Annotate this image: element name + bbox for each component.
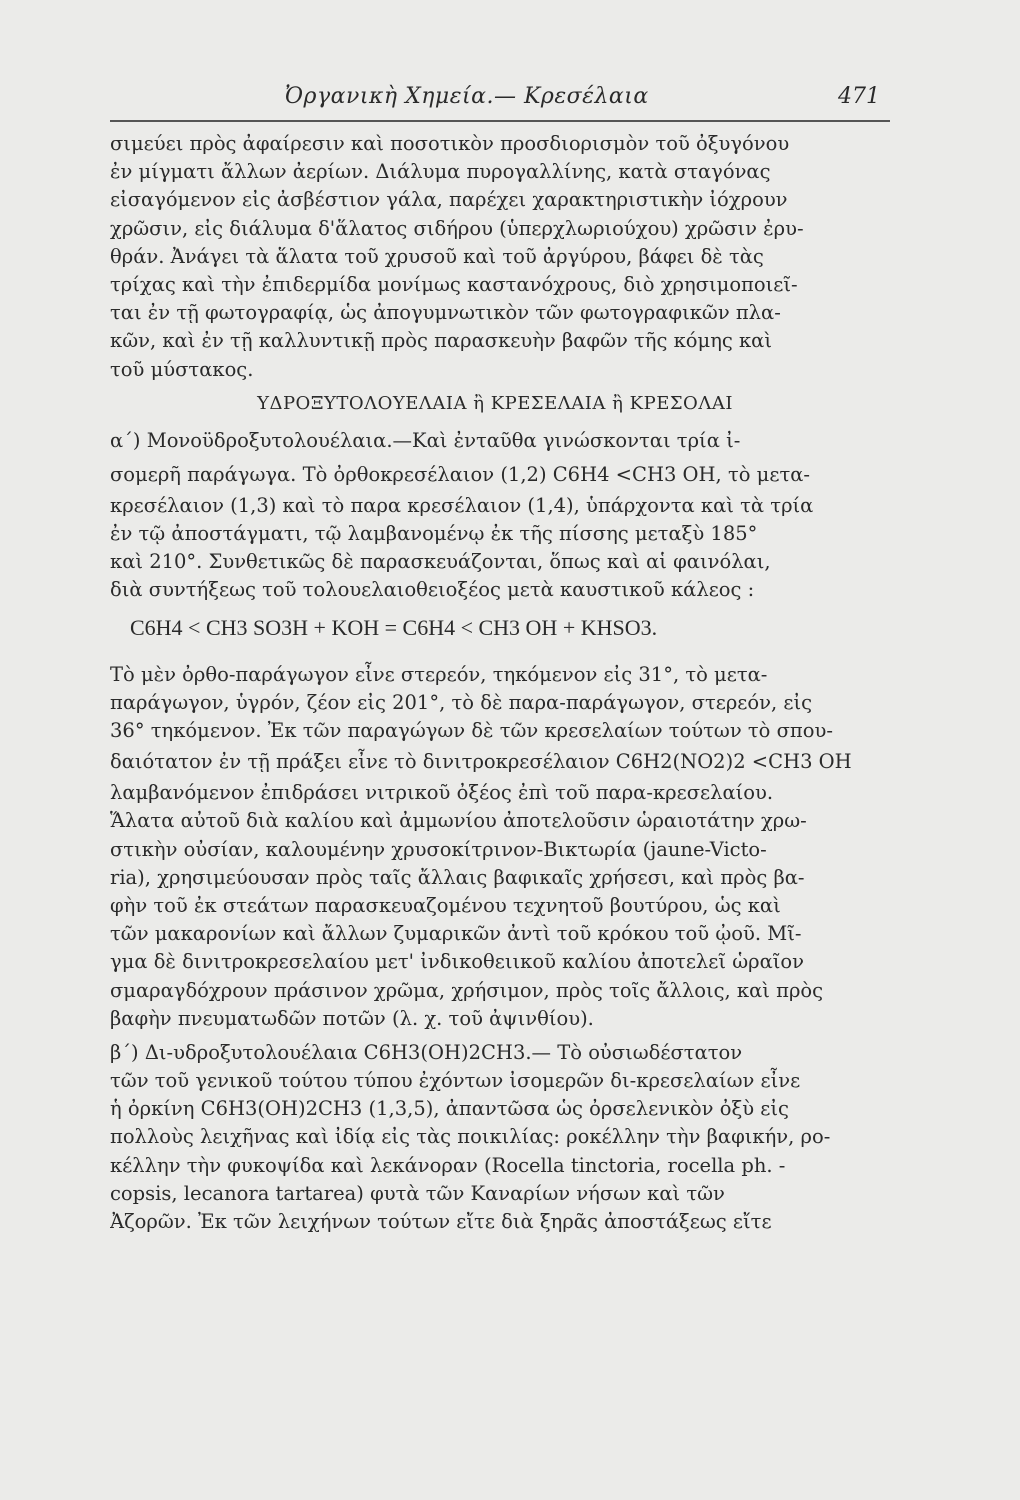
text-line: ἐν τῷ ἀποστάγματι, τῷ λαμβανομένῳ ἐκ τῆς πίσσης μεταξὺ 185°	[110, 522, 758, 546]
equation-text: C6H4 < CH3 SO3H + KOH = C6H4 < CH3 OH + KHSO3.	[130, 614, 658, 640]
text-line: σμαραγδόχρουν πράσινον χρῶμα, χρήσιμον, πρὸς τοῖς ἄλλοις, καὶ πρὸς	[110, 978, 824, 1002]
text-line: στικὴν οὐσίαν, καλουμένην χρυσοκίτρινον-Βικτωρία (jaune-Victo-	[110, 837, 767, 861]
text-line: πολλοὺς λειχῆνας καὶ ἰδίᾳ εἰς τὰς ποικιλίας: ροκέλλην τὴν βαφικήν, ρο-	[110, 1125, 831, 1149]
text-line: δαιότατον ἐν τῇ πράξει εἶνε τὸ δινιτροκρεσέλαιον C6H2(NO2)2 <CH3 OH	[110, 750, 852, 774]
text-line: θράν. Ἀνάγει τὰ ἅλατα τοῦ χρυσοῦ καὶ τοῦ ἀργύρου, βάφει δὲ τὰς	[110, 244, 764, 268]
text-line: ἡ ὀρκίνη C6H3(OH)2CH3 (1,3,5), ἀπαντῶσα ὡς ὀρσελενικὸν ὀξὺ εἰς	[110, 1097, 789, 1121]
text-line: φὴν τοῦ ἐκ στεάτων παρασκευαζομένου τεχνητοῦ βουτύρου, ὡς καὶ	[110, 893, 781, 917]
text-line: ria), χρησιμεύουσαν πρὸς ταῖς ἄλλαις βαφικαῖς χρήσεσι, καὶ πρὸς βα-	[110, 865, 805, 889]
paragraph-dihydroxy	[110, 1039, 880, 1236]
paragraph-isomers	[110, 661, 880, 1033]
page-number: 471	[838, 84, 880, 109]
header-rule	[110, 120, 890, 122]
text-line: Ἅλατα αὐτοῦ διὰ καλίου καὶ ἀμμωνίου ἀποτελοῦσιν ὡραιοτάτην χρω-	[110, 809, 807, 833]
text-line: τῶν μακαρονίων καὶ ἄλλων ζυμαρικῶν ἀντὶ τοῦ κρόκου τοῦ ᾠοῦ. Μῖ-	[110, 922, 802, 946]
text-line: copsis, lecanora tartarea) φυτὰ τῶν Καναρίων νήσων καὶ τῶν	[110, 1181, 725, 1205]
section-heading: ΥΔΡΟΞΥΤΟΛΟΥΕΛΑΙΑ ἢ ΚΡΕΣΕΛΑΙΑ ἢ ΚΡΕΣΟΛΑΙ	[257, 392, 733, 414]
text-line: τρίχας καὶ τὴν ἐπιδερμίδα μονίμως καστανόχρους, διὸ χρησιμοποιεῖ-	[110, 272, 798, 296]
text-line: κῶν, καὶ ἐν τῇ καλλυντικῇ πρὸς παρασκευὴν βαφῶν τῆς κόμης καὶ	[110, 329, 773, 353]
text-line: κρεσέλαιον (1,3) καὶ τὸ παρα κρεσέλαιον (1,4), ὑπάρχοντα καὶ τὰ τρία	[110, 493, 814, 517]
text-line: 36° τηκόμενον. Ἐκ τῶν παραγώγων δὲ τῶν κρεσελαίων τούτων τὸ σπου-	[110, 719, 833, 742]
text-line: λαμβανόμενον ἐπιδράσει νιτρικοῦ ὀξέος ἐπὶ τοῦ παρα-κρεσελαίου.	[110, 781, 774, 805]
text-line: Ἀζορῶν. Ἐκ τῶν λειχήνων τούτων εἴτε διὰ ξηρᾶς ἀποστάξεως εἴτε	[110, 1210, 772, 1233]
text-line: καὶ 210°. Συνθετικῶς δὲ παρασκευάζονται, ὅπως καὶ αἱ φαινόλαι,	[110, 550, 771, 574]
running-title: Ὀργανικὴ Χημεία.— Κρεσέλαια	[285, 84, 649, 109]
text-line: τοῦ μύστακος.	[110, 357, 254, 381]
text-line: κέλλην τὴν φυκοψίδα καὶ λεκάνοραν (Rocella tinctoria, rocella ph. -	[110, 1153, 786, 1177]
text-line: παράγωγον, ὑγρόν, ζέον εἰς 201°, τὸ δὲ παρα-παράγωγον, στερεόν, εἰς	[110, 690, 813, 714]
paragraph-pyrogallol	[110, 130, 880, 384]
paragraph-monohydroxy	[110, 424, 880, 605]
text-line: σιμεύει πρὸς ἀφαίρεσιν καὶ ποσοτικὸν προσδιορισμὸν τοῦ ὀξυγόνου	[110, 132, 790, 155]
text-line: ἐν μίγματι ἄλλων ἀερίων. Διάλυμα πυρογαλλίνης, κατὰ σταγόνας	[110, 160, 771, 184]
text-line: α΄) Μονοϋδροξυτολουέλαια.—Καὶ ἐνταῦθα γινώσκονται τρία ἰ-	[110, 428, 741, 452]
text-line: διὰ συντήξεως τοῦ τολουελαιοθειοξέος μετὰ καυστικοῦ κάλεος :	[110, 578, 755, 602]
text-line: τῶν τοῦ γενικοῦ τούτου τύπου ἐχόντων ἰσομερῶν δι-κρεσελαίων εἶνε	[110, 1069, 801, 1093]
text-line: χρῶσιν, εἰς διάλυμα δ'ἅλατος σιδήρου (ὑπερχλωριούχου) χρῶσιν ἐρυ-	[110, 216, 804, 240]
text-line: Τὸ μὲν ὀρθο-παράγωγον εἶνε στερεόν, τηκόμενον εἰς 31°, τὸ μετα-	[110, 662, 768, 686]
text-line: βαφὴν πνευματωδῶν ποτῶν (λ. χ. τοῦ ἀψινθίου).	[110, 1006, 594, 1030]
text-line: γμα δὲ δινιτροκρεσελαίου μετ' ἰνδικοθειικοῦ καλίου ἀποτελεῖ ὡραῖον	[110, 950, 805, 974]
chemical-equation	[110, 605, 880, 661]
running-header	[110, 84, 890, 124]
page-body	[110, 130, 880, 1236]
text-line: εἰσαγόμενον εἰς ἀσβέστιον γάλα, παρέχει χαρακτηριστικὴν ἰόχρουν	[110, 188, 788, 212]
text-line: ται ἐν τῇ φωτογραφίᾳ, ὡς ἀπογυμνωτικὸν τῶν φωτογραφικῶν πλα-	[110, 301, 781, 325]
text-line: σομερῆ παράγωγα. Τὸ ὀρθοκρεσέλαιον (1,2) C6H4 <CH3 OH, τὸ μετα-	[110, 462, 810, 486]
text-line: β΄) Δι-υδροξυτολουέλαια C6H3(OH)2CH3.— Τὸ οὐσιωδέστατον	[110, 1040, 743, 1064]
